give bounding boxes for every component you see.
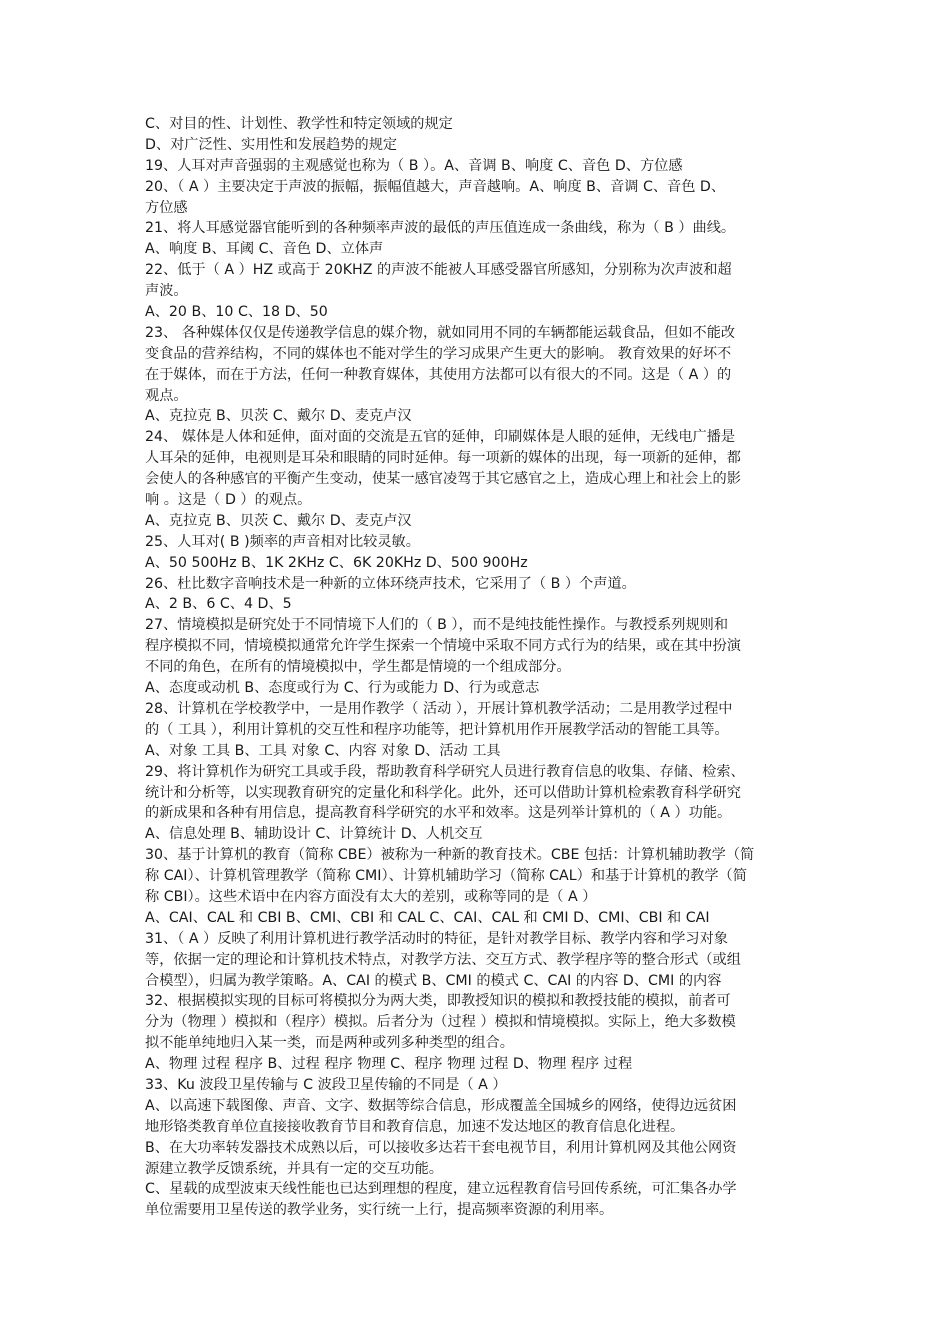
text-line: A、对象 工具 B、工具 对象 C、内容 对象 D、活动 工具 bbox=[145, 742, 501, 759]
text-line: 28、计算机在学校教学中，一是用作教学（ 活动 ），开展计算机教学活动；二是用教学过程中 bbox=[145, 700, 733, 717]
text-line: 称 CBI）。这些术语中在内容方面没有太大的差别，或称等同的是（ A ） bbox=[145, 888, 597, 905]
text-line: 的新成果和各种有用信息，提高教育科学研究的水平和效率。这是列举计算机的（ A ）功能。 bbox=[145, 805, 732, 822]
text-line: A、响度 B、耳阈 C、音色 D、立体声 bbox=[145, 241, 384, 258]
text-line: 观点。 bbox=[145, 387, 188, 404]
text-line: 等，依据一定的理论和计算机技术特点，对教学方法、交互方式、教学程序等的整合形式（或组 bbox=[145, 951, 741, 968]
text-line: 合模型），归属为教学策略。A、CAI 的模式 B、CMI 的模式 C、CAI 的内容 D、CMI 的内容 bbox=[145, 972, 722, 989]
text-line: C、对目的性、计划性、教学性和特定领域的规定 bbox=[145, 116, 453, 132]
text-line: 的（ 工具 ），利用计算机的交互性和程序功能等，把计算机用作开展教学活动的智能工具等。 bbox=[145, 721, 729, 738]
text-line: 单位需要用卫星传送的教学业务，实行统一上行，提高频率资源的利用率。 bbox=[145, 1202, 614, 1219]
text-line: 32、根据模拟实现的目标可将模拟分为两大类，即教授知识的模拟和教授技能的模拟，前者可 bbox=[145, 993, 731, 1010]
text-line: D、对广泛性、实用性和发展趋势的规定 bbox=[145, 136, 398, 153]
text-line: A、20 B、10 C、18 D、50 bbox=[145, 304, 328, 321]
text-line: 25、人耳对( B )频率的声音相对比较灵敏。 bbox=[145, 533, 420, 550]
text-line: 声波。 bbox=[145, 283, 188, 300]
text-line: 在于媒体，而在于方法，任何一种教育媒体，其使用方法都可以有很大的不同。这是（ A ）的 bbox=[145, 366, 732, 383]
text-line: A、CAI、CAL 和 CBI B、CMI、CBI 和 CAL C、CAI、CAL 和 CMI D、CMI、CBI 和 CAI bbox=[145, 909, 710, 926]
text-line: 会使人的各种感官的平衡产生变动，使某一感官凌驾于其它感官之上，造成心理上和社会上的影 bbox=[145, 471, 741, 488]
text-line: 不同的角色，在所有的情境模拟中，学生都是情境的一个组成部分。 bbox=[145, 659, 571, 676]
text-line: 21、将人耳感觉器官能听到的各种频率声波的最低的声压值连成一条曲线，称为（ B ）曲线。 bbox=[145, 220, 736, 237]
text-line: 拟不能单纯地归入某一类，而是两种或列多种类型的组合。 bbox=[145, 1035, 514, 1052]
text-line: 22、低于（ A ）HZ 或高于 20KHZ 的声波不能被人耳感受器官所感知，分别称为次声波和超 bbox=[145, 262, 732, 279]
text-line: 27、情境模拟是研究处于不同情境下人们的（ B ），而不是纯技能性操作。与教授系列规则和 bbox=[145, 617, 729, 634]
text-line: 19、人耳对声音强弱的主观感觉也称为（ B ）。A、音调 B、响度 C、音色 D、方位感 bbox=[145, 157, 683, 174]
text-line: 地形铬类教育单位直接接收教育节目和教育信息，加速不发达地区的教育信息化进程。 bbox=[145, 1118, 685, 1135]
text-line: A、以高速下载图像、声音、文字、数据等综合信息，形成覆盖全国城乡的网络，使得边远贫困 bbox=[145, 1097, 737, 1114]
text-line: 方位感 bbox=[145, 199, 188, 216]
text-line: A、态度或动机 B、态度或行为 C、行为或能力 D、行为或意志 bbox=[145, 680, 540, 697]
text-line: A、克拉克 B、贝茨 C、戴尔 D、麦克卢汉 bbox=[145, 512, 412, 529]
text-line: 31、（ A ）反映了利用计算机进行教学活动时的特征，是针对教学目标、教学内容和学习对象 bbox=[145, 930, 728, 947]
text-line: 26、杜比数字音响技术是一种新的立体环绕声技术，它采用了（ B ）个声道。 bbox=[145, 575, 636, 592]
text-line: A、2 B、6 C、4 D、5 bbox=[145, 596, 292, 613]
text-line: A、物理 过程 程序 B、过程 程序 物理 C、程序 物理 过程 D、物理 程序 过程 bbox=[145, 1056, 633, 1073]
text-line: 23、 各种媒体仅仅是传递教学信息的媒介物，就如同用不同的车辆都能运载食品，但如不能改 bbox=[145, 324, 736, 341]
text-line: 20、（ A ）主要决定于声波的振幅，振幅值越大，声音越响。A、响度 B、音调 C、音色 D、 bbox=[145, 178, 726, 195]
text-line: C、星载的成型波束天线性能也已达到理想的程度，建立远程教育信号回传系统，可汇集各办学 bbox=[145, 1181, 737, 1198]
text-line: 源建立教学反馈系统，并具有一定的交互功能。 bbox=[145, 1160, 443, 1177]
text-line: A、信息处理 B、辅助设计 C、计算统计 D、人机交互 bbox=[145, 826, 483, 843]
text-line: 33、Ku 波段卫星传输与 C 波段卫星传输的不同是（ A ） bbox=[145, 1076, 507, 1093]
text-line: 分为（物理 ）模拟和（程序）模拟。后者分为（过程 ）模拟和情境模拟。实际上，绝大多数模 bbox=[145, 1014, 736, 1031]
text-line: 统计和分析等，以实现教育研究的定量化和科学化。此外，还可以借助计算机检索教育科学研究 bbox=[145, 784, 741, 801]
text-line: A、50 500Hz B、1K 2KHz C、6K 20KHz D、500 900Hz bbox=[145, 554, 528, 571]
document-body bbox=[145, 114, 813, 1221]
text-line: B、在大功率转发器技术成熟以后，可以接收多达若干套电视节目，利用计算机网及其他公网资 bbox=[145, 1139, 737, 1156]
text-line: 响 。这是（ D ）的观点。 bbox=[145, 492, 312, 509]
text-line: 人耳朵的延伸，电视则是耳朵和眼睛的同时延伸。每一项新的媒体的出现，每一项新的延伸，都 bbox=[145, 450, 741, 467]
text-line: 24、 媒体是人体和延伸，面对面的交流是五官的延伸，印刷媒体是人眼的延伸，无线电广播是 bbox=[145, 429, 736, 446]
text-line: A、克拉克 B、贝茨 C、戴尔 D、麦克卢汉 bbox=[145, 408, 412, 425]
text-line: 变食品的营养结构，不同的媒体也不能对学生的学习成果产生更大的影响。 教育效果的好坏不 bbox=[145, 345, 732, 362]
text-line: 程序模拟不同，情境模拟通常允许学生探索一个情境中采取不同方式行为的结果，或在其中扮演 bbox=[145, 638, 741, 655]
text-line: 29、将计算机作为研究工具或手段，帮助教育科学研究人员进行教育信息的收集、存储、检索、 bbox=[145, 763, 745, 780]
text-line: 称 CAI）、计算机管理教学（简称 CMI）、计算机辅助学习（简称 CAL）和基于计算机的教学（简 bbox=[145, 868, 747, 885]
text-line: 30、基于计算机的教育（简称 CBE）被称为一种新的教育技术。CBE 包括：计算机辅助教学（简 bbox=[145, 847, 755, 864]
